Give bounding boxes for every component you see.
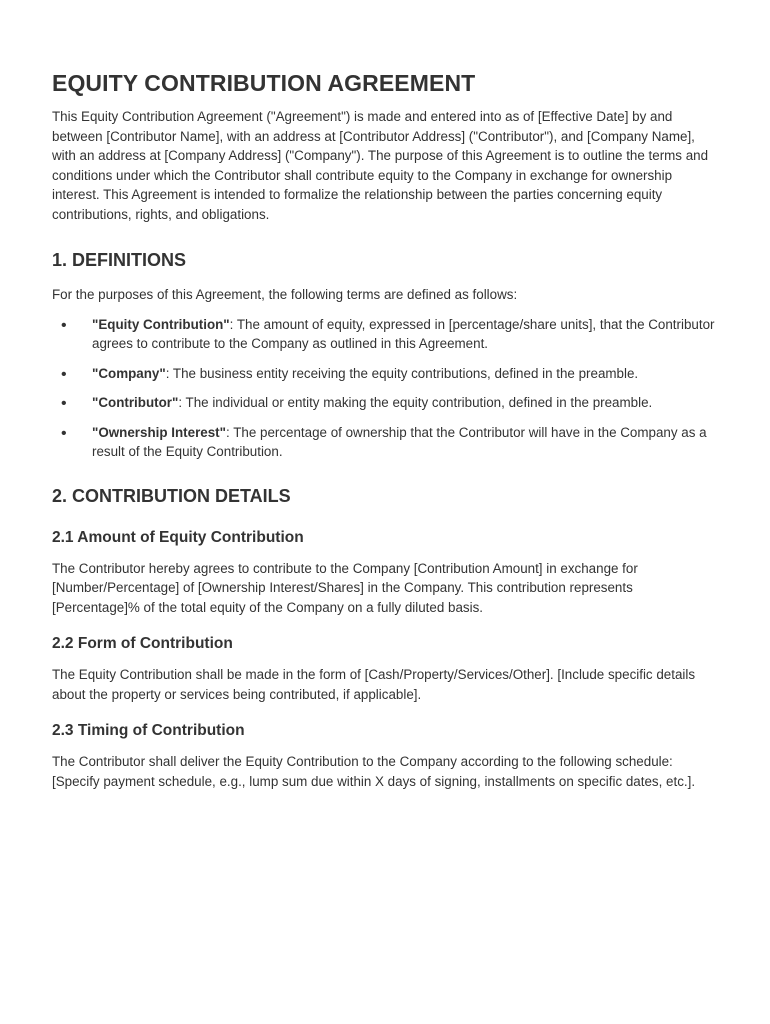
- definitions-lead: For the purposes of this Agreement, the following terms are defined as follows:: [52, 287, 518, 302]
- definitions-list: [52, 315, 718, 462]
- bullet-icon: •: [61, 395, 67, 412]
- bullet-icon: •: [61, 316, 67, 334]
- definition-item: [52, 393, 718, 413]
- subsection-2-2-heading: 2.2 Form of Contribution: [52, 635, 233, 652]
- bullet-icon: •: [61, 424, 67, 442]
- definition-item: [52, 315, 718, 354]
- definition-text: : The percentage of ownership that the Contributor will have in the Company as a result of the Equity Contribution.: [92, 424, 707, 459]
- bullet-icon: •: [61, 365, 67, 383]
- subsection-2-3-text: The Contributor shall deliver the Equity Contribution to the Company according to the following schedule: [Specify payment schedule, e.g., lump sum due within X days of signing, installments on specific dates, etc.].: [52, 754, 696, 789]
- definition-term: "Equity Contribution": [92, 316, 230, 332]
- definition-item: [52, 423, 718, 462]
- subsection-2-1-heading: 2.1 Amount of Equity Contribution: [52, 528, 304, 546]
- subsection-2-2: [52, 635, 718, 704]
- definition-term: "Contributor": [92, 395, 179, 410]
- subsection-2-1-text: The Contributor hereby agrees to contribute to the Company [Contribution Amount] in exchange for [Number/Percentage] of [Ownership Interest/Shares] in the Company. This contribution represents [Percentage]% of the total equity of the Company on a fully diluted basis.: [52, 560, 638, 615]
- intro-paragraph: This Equity Contribution Agreement ("Agreement") is made and entered into as of [Effective Date] by and between [Contributor Name], with an address at [Contributor Address] ("Contributor"), and [Company Name], with an address at [Company Address] ("Company"). The purpose of this Agreement is to outline the terms and conditions under which the Contributor shall contribute equity to the Company in exchange for ownership interest. This Agreement is intended to formalize the relationship between the parties concerning equity contributions, rights, and obligations.: [52, 109, 709, 222]
- subsection-2-3-heading: 2.3 Timing of Contribution: [52, 722, 245, 739]
- definition-text: : The individual or entity making the equity contribution, defined in the preamble.: [178, 395, 653, 410]
- section-2-heading: 2. CONTRIBUTION DETAILS: [52, 485, 291, 506]
- subsection-2-2-text: The Equity Contribution shall be made in the form of [Cash/Property/Services/Other]. [Include specific details about the property or services being contributed, if applicable].: [52, 667, 696, 702]
- subsection-2-3: [52, 722, 718, 791]
- section-1-heading: 1. DEFINITIONS: [52, 250, 187, 270]
- document-title: EQUITY CONTRIBUTION AGREEMENT: [52, 70, 476, 96]
- definition-item: [52, 364, 718, 384]
- definition-text: : The amount of equity, expressed in [percentage/share units], that the Contributor agrees to contribute to the Company as outlined in this Agreement.: [92, 316, 715, 351]
- definition-term: "Ownership Interest": [92, 424, 226, 440]
- definition-text: : The business entity receiving the equity contributions, defined in the preamble.: [165, 365, 639, 381]
- subsection-2-1: [52, 529, 718, 618]
- definition-term: "Company": [92, 365, 166, 381]
